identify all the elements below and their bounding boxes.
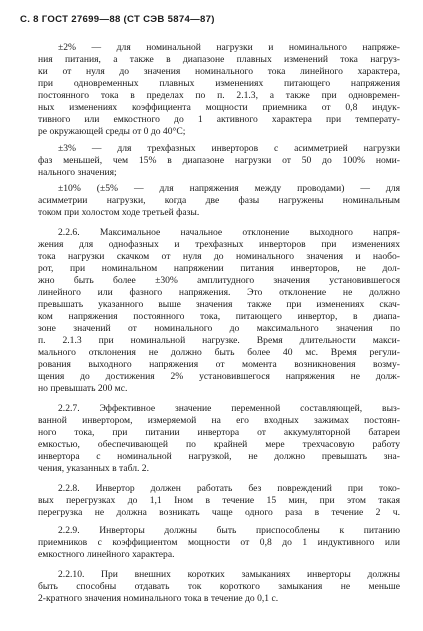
- text-line: 2.2.10. При внешних коротких замыканиях инверторы должны: [58, 569, 400, 580]
- text-line: 2.2.6. Максимальное начальное отклонение выходного напря-: [58, 227, 400, 238]
- text-line: перегрузка не должна возникать чаще одного раза в течение 2 ч.: [38, 507, 400, 518]
- text-line: током при холостом ходе третьей фазы.: [38, 207, 200, 218]
- text-line: инвертора с номинальной нагрузкой, не должно превышать зна-: [38, 451, 400, 462]
- text-line: при одновременных плавных изменениях питающего напряжения: [38, 78, 400, 89]
- text-line: тивного или емкостного до 1 активного характера при температу-: [38, 114, 400, 125]
- text-line: мального отклонения не должно быть более 40 мс. Время регули-: [38, 347, 400, 358]
- text-line: ±3% — для трехфазных инверторов с асимметрией нагрузки: [58, 143, 400, 154]
- text-line: емкостью, обеспечивающей по крайней мере трехчасовую работу: [38, 439, 400, 450]
- text-line: ванной инвертором, измеряемой на его входных зажимах постоян-: [38, 415, 400, 426]
- text-line: ком напряжения постоянного тока, питающего инвертор, в диапа-: [38, 311, 400, 322]
- text-line: нального значения;: [38, 167, 117, 178]
- text-line: ±2% — для номинальной нагрузки и номинального напряже-: [58, 42, 400, 53]
- text-line: чения, указанных в табл. 2.: [38, 463, 150, 474]
- text-line: 2.2.8. Инвертор должен работать без повреждений при токо-: [58, 483, 400, 494]
- text-line: 2.2.9. Инверторы должны быть приспособлены к питанию: [58, 525, 400, 536]
- text-line: ного тока, при питании инвертора от аккумуляторной батареи: [38, 427, 400, 438]
- text-line: жения для однофазных и трехфазных инверторов при изменениях: [38, 239, 400, 250]
- text-line: тока нагрузки скачком от нуля до номинального значения и наобо-: [38, 251, 400, 262]
- text-line: ки от нуля до значения номинального тока линейного характера,: [38, 66, 400, 77]
- text-line: но превышать 200 мс.: [38, 383, 128, 394]
- text-line: асимметрии нагрузки, когда две фазы нагружены номинальным: [38, 195, 400, 206]
- text-line: быть способны отдавать ток короткого замыкания не меньше: [38, 581, 400, 592]
- text-line: рования выходного напряжения от момента возникновения возму-: [38, 359, 400, 370]
- text-line: ных изменениях коэффициента мощности приемника от 0,8 индук-: [38, 102, 400, 113]
- text-line: щения до достижения 2% установившегося напряжения не долж-: [38, 371, 400, 382]
- text-line: 2.2.7. Эффективное значение переменной составляющей, выз-: [58, 403, 400, 414]
- text-line: постоянного тока в пределах по п. 2.1.3, а также при одновремен-: [38, 90, 400, 101]
- text-line: ±10% (±5% — для напряжения между проводами) — для: [58, 183, 400, 194]
- page-header: С. 8 ГОСТ 27699—88 (СТ СЭВ 5874—87): [20, 14, 215, 25]
- text-line: жно быть более ±30% амплитудного значения установившегося: [38, 275, 400, 286]
- text-line: емкостного линейного характера.: [38, 549, 175, 560]
- text-line: п. 2.1.3 при номинальной нагрузке. Время длительности макси-: [38, 335, 400, 346]
- text-line: ре окружающей среды от 0 до 40°С;: [38, 126, 186, 137]
- text-line: превышать указанного выше значения также при изменениях скач-: [38, 299, 400, 310]
- text-line: приемников с коэффициентом мощности от 0,8 до 1 индуктивного или: [38, 537, 400, 548]
- text-line: зоне значений от номинального до максимального значения по: [38, 323, 400, 334]
- text-line: фаз меньшей, чем 15% в диапазоне нагрузки от 50 до 100% номи-: [38, 155, 400, 166]
- text-line: ния питания, а также в диапазоне плавных изменений тока нагруз-: [38, 54, 400, 65]
- text-line: 2-кратного значения номинального тока в течение до 0,1 с.: [38, 593, 279, 604]
- text-line: рот, при номинальном напряжении питания инверторов, не дол-: [38, 263, 400, 274]
- text-line: вых перегрузках до 1,1 Iном в течение 15 мин, при этом такая: [38, 495, 400, 506]
- text-line: линейного или фазного напряжения. Это отклонение не должно: [38, 287, 400, 298]
